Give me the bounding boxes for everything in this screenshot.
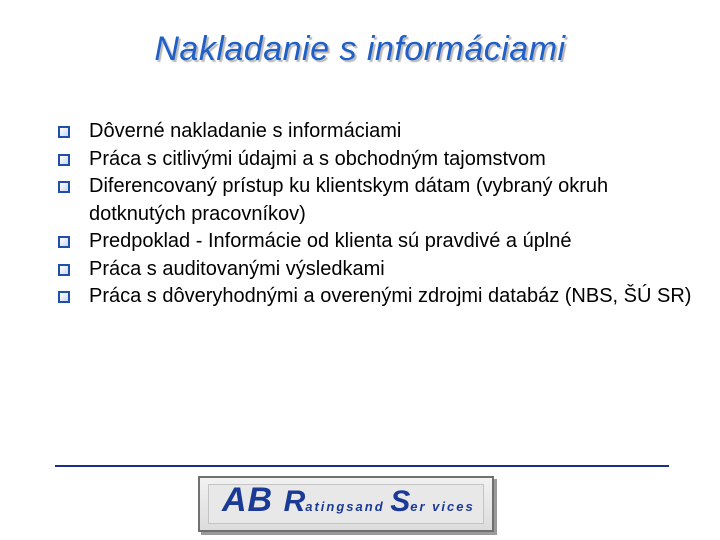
bullet-text: Práca s dôveryhodnými a overenými zdrojmi databáz (NBS, ŠÚ SR) [89, 285, 692, 307]
bullet-item [58, 146, 698, 174]
square-bullet-icon [58, 291, 70, 303]
bullet-item [58, 228, 698, 256]
bullet-item [58, 173, 698, 228]
logo-wordmark: AB Ratingsand Ser vices [222, 481, 475, 519]
company-logo [198, 476, 494, 532]
slide-title: Nakladanie s informáciami [154, 30, 566, 68]
bullet-item [58, 283, 698, 311]
square-bullet-icon [58, 126, 70, 138]
square-bullet-icon [58, 181, 70, 193]
divider-line [55, 465, 669, 467]
bullet-text: Predpoklad - Informácie od klienta sú pravdivé a úplné [89, 230, 572, 252]
bullet-text: Práca s citlivými údajmi a s obchodným tajomstvom [89, 147, 546, 170]
bullet-list [58, 118, 698, 311]
bullet-item [58, 256, 698, 284]
bullet-text: Práca s auditovanými výsledkami [89, 257, 385, 280]
bullet-text: Diferencovaný prístup ku klientskym dátam (vybraný okruh dotknutých pracovníkov) [89, 175, 609, 225]
square-bullet-icon [58, 236, 70, 248]
square-bullet-icon [58, 264, 70, 276]
square-bullet-icon [58, 154, 70, 166]
bullet-text: Dôverné nakladanie s informáciami [89, 120, 402, 142]
bullet-item [58, 118, 698, 146]
